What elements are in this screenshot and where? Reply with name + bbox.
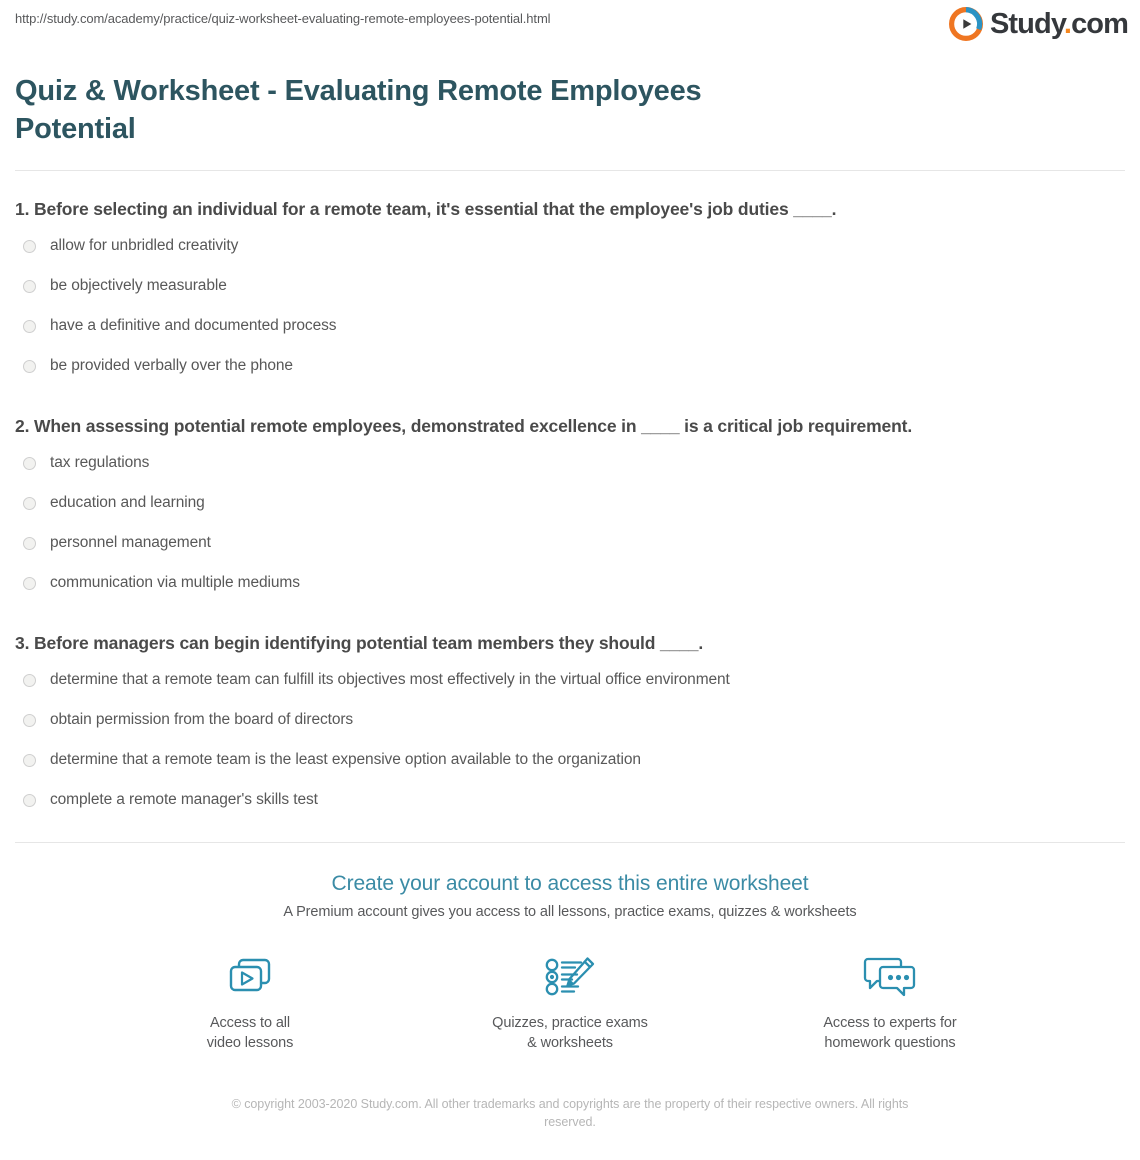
header-divider <box>15 170 1125 171</box>
play-circle-icon <box>949 7 983 41</box>
radio-button-icon[interactable] <box>23 794 36 807</box>
option-label: tax regulations <box>50 454 150 471</box>
option-label: determine that a remote team is the least expensive option available to the organization <box>50 751 641 768</box>
option-row[interactable] <box>15 266 1125 306</box>
perks-row <box>15 948 1125 1053</box>
options-list <box>15 443 1125 603</box>
question-text: 3. Before managers can begin identifying potential team members they should ____. <box>15 633 704 653</box>
radio-button-icon[interactable] <box>23 754 36 767</box>
worksheet-page <box>0 72 1140 1131</box>
question-block-3 <box>15 632 1125 820</box>
option-label: have a definitive and documented process <box>50 317 337 334</box>
page-title: Quiz & Worksheet - Evaluating Remote Employees Potential <box>15 75 702 145</box>
perk-experts <box>800 948 980 1053</box>
question-block-2 <box>15 415 1125 603</box>
option-label: allow for unbridled creativity <box>50 237 239 254</box>
quiz-pencil-icon <box>541 948 599 1006</box>
cta-divider <box>15 842 1125 843</box>
radio-button-icon[interactable] <box>23 360 36 373</box>
logo-wordmark <box>989 7 1128 40</box>
option-row[interactable] <box>15 443 1125 483</box>
radio-button-icon[interactable] <box>23 240 36 253</box>
option-row[interactable] <box>15 700 1125 740</box>
options-list <box>15 226 1125 386</box>
radio-button-icon[interactable] <box>23 280 36 293</box>
perk-label <box>207 1013 294 1053</box>
chat-bubbles-icon <box>861 948 919 1006</box>
page-url: http://study.com/academy/practice/quiz-worksheet-evaluating-remote-employees-potential.html <box>15 11 551 26</box>
option-label: determine that a remote team can fulfill its objectives most effectively in the virtual office environment <box>50 671 730 688</box>
perk-label-line1: Access to all <box>209 1015 291 1031</box>
cta-title-link[interactable]: Create your account to access this entire worksheet <box>331 872 809 895</box>
option-label: be provided verbally over the phone <box>50 357 293 374</box>
option-row[interactable] <box>15 483 1125 523</box>
option-row[interactable] <box>15 780 1125 820</box>
perk-label-line2: homework questions <box>824 1035 956 1051</box>
radio-button-icon[interactable] <box>23 457 36 470</box>
option-label: complete a remote manager's skills test <box>50 791 318 808</box>
perk-quizzes <box>480 948 660 1053</box>
option-label: education and learning <box>50 494 205 511</box>
cta-subtitle: A Premium account gives you access to all lessons, practice exams, quizzes & worksheets <box>283 904 857 920</box>
option-row[interactable] <box>15 660 1125 700</box>
radio-button-icon[interactable] <box>23 537 36 550</box>
perk-label <box>492 1013 648 1053</box>
perk-label-line2: video lessons <box>206 1035 294 1051</box>
options-list <box>15 660 1125 820</box>
logo-word-main: Study <box>989 7 1064 40</box>
radio-button-icon[interactable] <box>23 674 36 687</box>
logo-word-dot: . <box>1063 7 1072 40</box>
perk-label-line2: & worksheets <box>527 1035 613 1051</box>
logo-word-tld: com <box>1071 7 1128 40</box>
option-label: communication via multiple mediums <box>50 574 300 591</box>
option-row[interactable] <box>15 563 1125 603</box>
study-com-logo[interactable] <box>949 7 1128 41</box>
option-row[interactable] <box>15 306 1125 346</box>
radio-button-icon[interactable] <box>23 714 36 727</box>
option-row[interactable] <box>15 523 1125 563</box>
copyright-text: © copyright 2003-2020 Study.com. All other trademarks and copyrights are the property of their respective owners. All rights reserved. <box>231 1097 909 1129</box>
question-text: 2. When assessing potential remote employees, demonstrated excellence in ____ is a critical job requirement. <box>15 416 913 436</box>
radio-button-icon[interactable] <box>23 320 36 333</box>
option-row[interactable] <box>15 740 1125 780</box>
perk-label <box>823 1013 956 1053</box>
perk-label-line1: Access to experts for <box>823 1015 957 1031</box>
create-account-cta <box>15 871 1125 1131</box>
option-label: personnel management <box>50 534 211 551</box>
perk-label-line1: Quizzes, practice exams <box>492 1015 648 1031</box>
option-row[interactable] <box>15 346 1125 386</box>
option-label: be objectively measurable <box>50 277 227 294</box>
radio-button-icon[interactable] <box>23 497 36 510</box>
video-lessons-icon <box>223 948 277 1006</box>
question-block-1 <box>15 198 1125 386</box>
question-text: 1. Before selecting an individual for a remote team, it's essential that the employee's job duties ____. <box>15 199 837 219</box>
option-label: obtain permission from the board of directors <box>50 711 354 728</box>
perk-video-lessons <box>160 948 340 1053</box>
browser-top-bar <box>0 0 1140 58</box>
option-row[interactable] <box>15 226 1125 266</box>
radio-button-icon[interactable] <box>23 577 36 590</box>
